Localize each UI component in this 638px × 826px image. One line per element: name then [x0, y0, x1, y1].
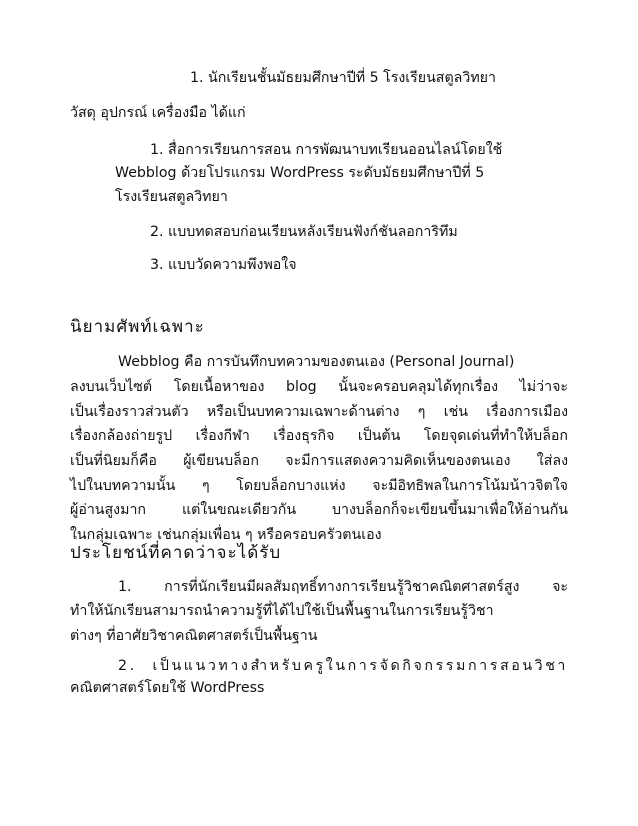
definition-line: ในกลุ่มเฉพาะ เช่นกลุ่มเพื่อน ๆ หรือครอบครัวตนเอง [70, 527, 382, 543]
definition-line: ลงบนเว็บไซต์ โดยเนื้อหาของ blog นั้นจะครอบคลุมได้ทุกเรื่อง ไม่ว่าจะ [70, 379, 568, 395]
materials-item-1-line-1: 1. สื่อการเรียนการสอน การพัฒนาบทเรียนออนไลน์โดยใช้ [150, 142, 503, 158]
definition-line: ผู้อ่านสูงมาก แต่ในขณะเดียวกัน บางบล็อกก็จะเขียนขึ้นมาเพื่อให้อ่านกัน [70, 502, 568, 518]
materials-item-1-line-3: โรงเรียนสตูลวิทยา [115, 189, 228, 205]
definition-line: เรื่องกล้องถ่ายรูป เรื่องกีฬา เรื่องธุรกิจ เป็นต้น โดยจุดเด่นที่ทำให้บล็อก [70, 428, 568, 444]
definition-line: เป็นเรื่องราวส่วนตัว หรือเป็นบทความเฉพาะด้านต่าง ๆ เช่น เรื่องการเมือง [70, 404, 568, 420]
benefits-heading: ประโยชน์ที่คาดว่าจะได้รับ [70, 543, 282, 563]
materials-item-2: 2. แบบทดสอบก่อนเรียนหลังเรียนฟังก์ชันลอการิทึม [150, 224, 458, 240]
materials-heading: วัสดุ อุปกรณ์ เครื่องมือ ได้แก่ [70, 105, 246, 121]
benefit-line: ต่างๆ ที่อาศัยวิชาคณิตศาสตร์เป็นพื้นฐาน [70, 628, 318, 644]
benefit-line: ทำให้นักเรียนสามารถนำความรู้ที่ได้ไปใช้เป็นพื้นฐานในการเรียนรู้วิชา [70, 603, 494, 619]
definition-line: Webblog คือ การบันทึกบทความของตนเอง (Personal Journal) [118, 354, 515, 370]
definition-line: ไปในบทความนั้น ๆ โดยบล็อกบางแห่ง จะมีอิทธิพลในการโน้มน้าวจิตใจ [70, 478, 568, 494]
materials-item-1-line-2: Webblog ด้วยโปรแกรม WordPress ระดับมัธยมศึกษาปีที่ 5 [115, 165, 485, 181]
benefit-line: คณิตศาสตร์โดยใช้ WordPress [70, 680, 265, 696]
materials-item-3: 3. แบบวัดความพึงพอใจ [150, 257, 297, 273]
target-group-line: 1. นักเรียนชั้นมัธยมศึกษาปีที่ 5 โรงเรียนสตูลวิทยา [190, 70, 496, 86]
definition-line: เป็นที่นิยมก็คือ ผู้เขียนบล็อก จะมีการแสดงความคิดเห็นของตนเอง ใส่ลง [70, 453, 568, 469]
benefit-line: 1. การที่นักเรียนมีผลสัมฤทธิ์ทางการเรียนรู้วิชาคณิตศาสตร์สูง จะ [118, 579, 568, 595]
benefit-line: 2. เป็นแนวทางสำหรับครูในการจัดกิจกรรมการสอนวิชา [118, 658, 568, 674]
definitions-heading: นิยามศัพท์เฉพาะ [70, 317, 205, 337]
